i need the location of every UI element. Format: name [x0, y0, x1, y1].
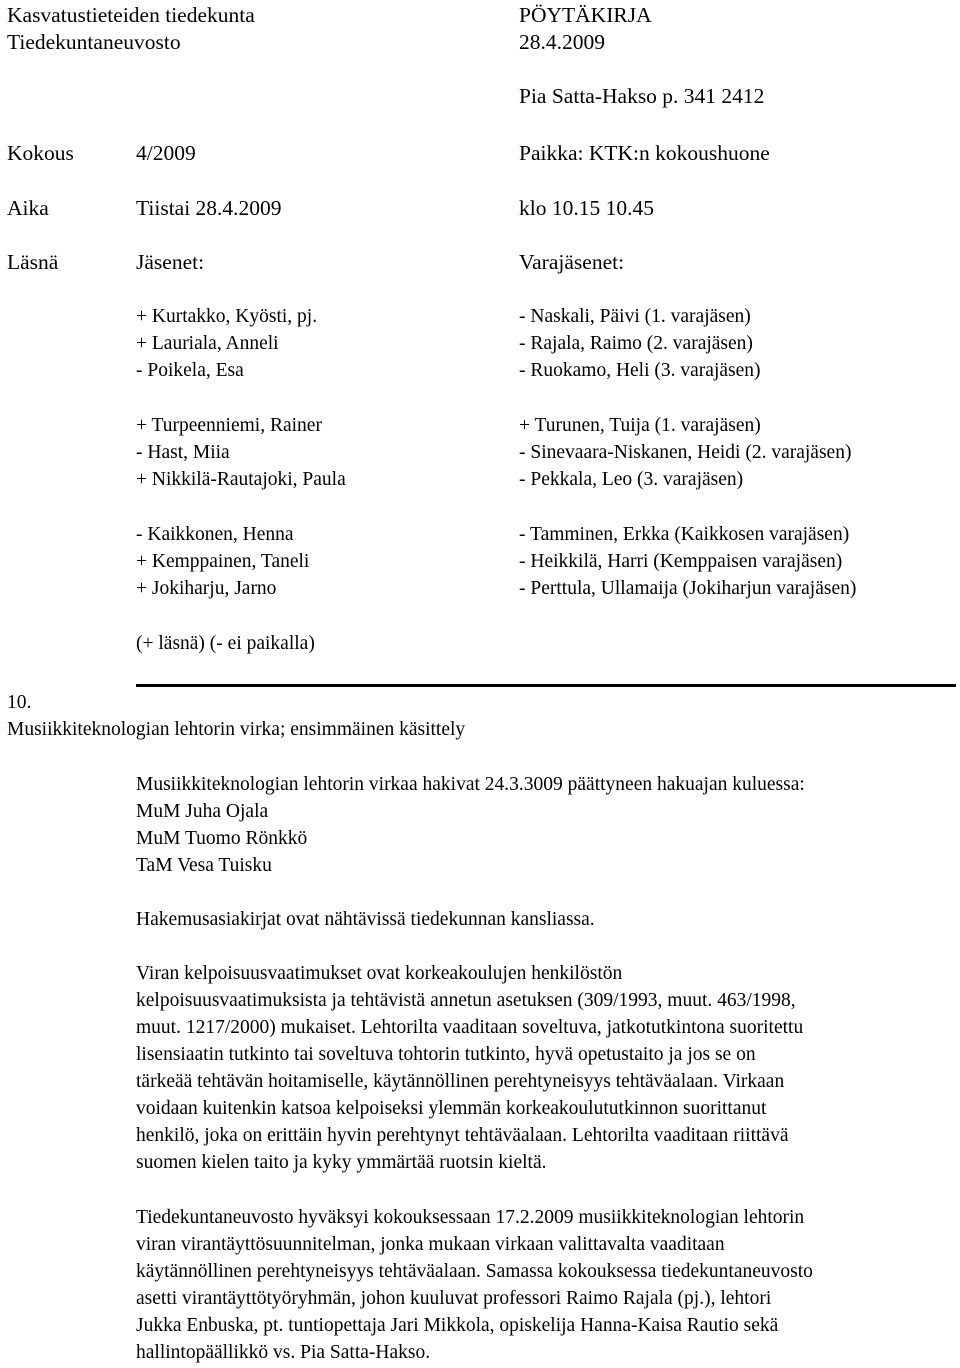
- meeting-date: Tiistai 28.4.2009: [136, 196, 282, 220]
- member-item: + Jokiharju, Jarno: [136, 578, 277, 599]
- attendance-legend: (+ läsnä) (- ei paikalla): [136, 633, 315, 654]
- meeting-label: Kokous: [7, 141, 74, 165]
- deputy-item: - Sinevaara-Niskanen, Heidi (2. varajäsen): [519, 442, 852, 463]
- meeting-place: Paikka: KTK:n kokoushuone: [519, 141, 770, 165]
- qualifications-line: suomen kielen taito ja kyky ymmärtää ruotsin kieltä.: [136, 1152, 547, 1173]
- applicant: MuM Tuomo Rönkkö: [136, 828, 308, 849]
- member-item: + Turpeenniemi, Rainer: [136, 415, 322, 436]
- qualifications-line: tärkeää tehtävän hoitamiselle, käytännöllinen perehtyneisyys tehtäväalaan. Virkaan: [136, 1071, 785, 1092]
- decision-line: Tiedekuntaneuvosto hyväksyi kokouksessaan 17.2.2009 musiikkiteknologian lehtorin: [136, 1207, 805, 1228]
- qualifications-line: muut. 1217/2000) mukaiset. Lehtorilta vaaditaan soveltuva, jatkotutkintona suoritettu: [136, 1017, 804, 1038]
- document-type: PÖYTÄKIRJA: [519, 3, 652, 27]
- deputy-item: - Perttula, Ullamaija (Jokiharjun varajäsen): [519, 578, 857, 599]
- members-heading: Jäsenet:: [136, 250, 205, 274]
- meeting-time: klo 10.15 10.45: [519, 196, 654, 220]
- member-item: + Nikkilä-Rautajoki, Paula: [136, 469, 346, 490]
- deputy-item: - Rajala, Raimo (2. varajäsen): [519, 333, 753, 354]
- qualifications-line: lisensiaatin tutkinto tai soveltuva tohtorin tutkinto, hyvä opetustaito ja jos se on: [136, 1044, 756, 1065]
- decision-line: viran virantäyttösuunnitelman, jonka mukaan virkaan valittavalta vaaditaan: [136, 1234, 725, 1255]
- deputies-heading: Varajäsenet:: [519, 250, 625, 274]
- applicant: MuM Juha Ojala: [136, 801, 269, 822]
- deputy-item: - Naskali, Päivi (1. varajäsen): [519, 306, 751, 327]
- section-divider: [136, 684, 956, 687]
- decision-line: Jukka Enbuska, pt. tuntiopettaja Jari Mikkola, opiskelija Hanna-Kaisa Rautio sekä: [136, 1315, 779, 1336]
- time-label: Aika: [7, 196, 49, 220]
- qualifications-line: kelpoisuusvaatimuksista ja tehtävistä annetun asetuksen (309/1993, muut. 463/1998,: [136, 990, 796, 1011]
- decision-line: käytännöllinen perehtyneisyys tehtäväalaan. Samassa kokouksessa tiedekuntaneuvosto: [136, 1261, 813, 1282]
- deputy-item: - Pekkala, Leo (3. varajäsen): [519, 469, 744, 490]
- member-item: + Lauriala, Anneli: [136, 333, 279, 354]
- decision-line: hallintopäällikkö vs. Pia Satta-Hakso.: [136, 1342, 431, 1363]
- item-title: Musiikkiteknologian lehtorin virka; ensimmäinen käsittely: [7, 719, 466, 740]
- deputy-item: - Heikkilä, Harri (Kemppaisen varajäsen): [519, 551, 843, 572]
- member-item: - Hast, Miia: [136, 442, 230, 463]
- present-label: Läsnä: [7, 250, 59, 274]
- member-item: + Kurtakko, Kyösti, pj.: [136, 306, 318, 327]
- faculty-name: Kasvatustieteiden tiedekunta: [7, 3, 255, 27]
- qualifications-line: voidaan kuitenkin katsoa kelpoiseksi ylemmän korkeakoulututkinnon suorittanut: [136, 1098, 767, 1119]
- documents-note: Hakemusasiakirjat ovat nähtävissä tiedekunnan kansliassa.: [136, 909, 595, 930]
- document-date: 28.4.2009: [519, 30, 605, 54]
- member-item: - Poikela, Esa: [136, 360, 244, 381]
- decision-line: asetti virantäyttötyöryhmän, johon kuuluvat professori Raimo Rajala (pj.), lehtori: [136, 1288, 772, 1309]
- item-number: 10.: [7, 692, 32, 713]
- member-item: - Kaikkonen, Henna: [136, 524, 294, 545]
- member-item: + Kemppainen, Taneli: [136, 551, 310, 572]
- deputy-item: - Tamminen, Erkka (Kaikkosen varajäsen): [519, 524, 850, 545]
- deputy-item: + Turunen, Tuija (1. varajäsen): [519, 415, 761, 436]
- council-name: Tiedekuntaneuvosto: [7, 30, 181, 54]
- contact-person: Pia Satta-Hakso p. 341 2412: [519, 84, 765, 108]
- applicants-intro: Musiikkiteknologian lehtorin virkaa hakivat 24.3.3009 päättyneen hakuajan kuluessa:: [136, 774, 805, 795]
- qualifications-line: Viran kelpoisuusvaatimukset ovat korkeakoulujen henkilöstön: [136, 963, 623, 984]
- qualifications-line: henkilö, joka on erittäin hyvin perehtynyt tehtäväalaan. Lehtorilta vaaditaan riittävä: [136, 1125, 789, 1146]
- deputy-item: - Ruokamo, Heli (3. varajäsen): [519, 360, 761, 381]
- meeting-number: 4/2009: [136, 141, 196, 165]
- applicant: TaM Vesa Tuisku: [136, 855, 272, 876]
